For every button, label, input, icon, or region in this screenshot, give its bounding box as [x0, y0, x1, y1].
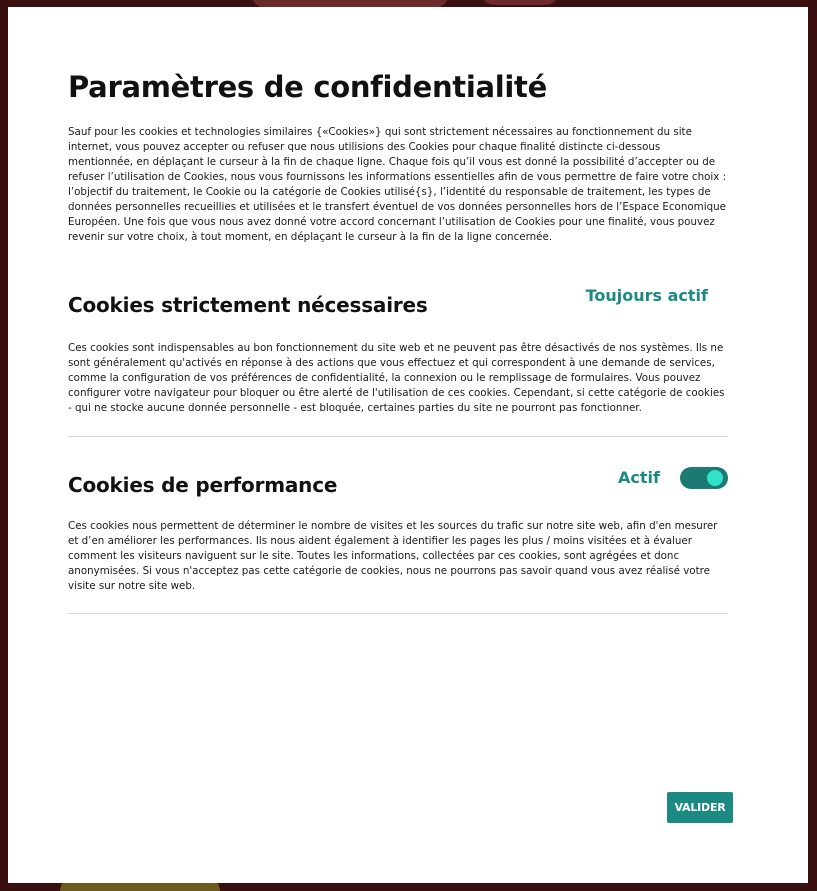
section-title: Cookies de performance — [68, 473, 338, 497]
modal-title: Paramètres de confidentialité — [68, 70, 547, 104]
section-divider — [68, 613, 728, 614]
privacy-settings-modal — [8, 7, 808, 883]
modal-intro-text: Sauf pour les cookies et technologies similaires {«Cookies»} qui sont strictement nécessaires au fonctionnement du site internet, vous pouvez accepter ou refuser que nous utilisions des Cookies pour chaque finalité distincte ci-dessous mentionnée, en déplaçant le curseur à la fin de chaque ligne. Chaque fois qu’il vous est donné la possibilité d’accepter ou de refuser l’utilisation de Cookies, nous vous fournissons les informations essentielles afin de vous permettre de faire votre choix : l’objectif du traitement, le Cookie ou la catégorie de Cookies utilisé{s}, l’identité du responsable de traitement, les types de données personnelles recueillies et utilisées et le transfert éventuel de vos données personnelles hors de l’Espace Economique Européen. Une fois que vous nous avez donné votre accord concernant l’utilisation de Cookies pour une finalité, vous pouvez revenir sur votre choix, à tout moment, en déplaçant le curseur à la fin de la ligne concernée. — [68, 126, 727, 243]
section-title: Cookies strictement nécessaires — [68, 293, 428, 317]
performance-cookies-toggle[interactable] — [680, 467, 728, 489]
backdrop-shape — [480, 0, 560, 5]
performance-toggle-group — [618, 467, 728, 489]
section-divider — [68, 436, 728, 437]
modal-content — [68, 67, 728, 614]
active-label: Actif — [618, 468, 660, 487]
section-strictly-necessary — [68, 285, 728, 416]
toggle-knob — [707, 470, 723, 486]
section-description: Ces cookies nous permettent de déterminer le nombre de visites et les sources du trafic sur notre site web, afin d'en mesurer et d’en améliorer les performances. Ils nous aident également à identifier les pages les plus / moins visitées et à évaluer comment les visiteurs naviguent sur le site. Toutes les informations, collectées par ces cookies, sont agrégées et donc anonymisées. Si vous n'acceptez pas cette catégorie de cookies, nous ne pourrons pas savoir quand vous avez réalisé votre visite sur notre site web. — [68, 520, 718, 592]
section-header — [68, 285, 728, 319]
section-description: Ces cookies sont indispensables au bon fonctionnement du site web et ne peuvent pas être désactivés de nos systèmes. Ils ne sont généralement qu'activés en réponse à des actions que vous effectuez et qui correspondent à une demande de services, comme la configuration de vos préférences de confidentialité, la connexion ou le remplissage de formulaires. Vous pouvez configurer votre navigateur pour bloquer ou être alerté de l'utilisation de ces cookies. Cependant, si cette catégorie de cookies - qui ne stocke aucune donnée personnelle - est bloquée, certaines parties du site ne pourront pas fonctionner. — [68, 342, 725, 414]
section-header — [68, 467, 728, 499]
always-active-label: Toujours actif — [585, 286, 708, 305]
validate-button[interactable]: VALIDER — [667, 792, 733, 823]
section-performance — [68, 467, 728, 594]
